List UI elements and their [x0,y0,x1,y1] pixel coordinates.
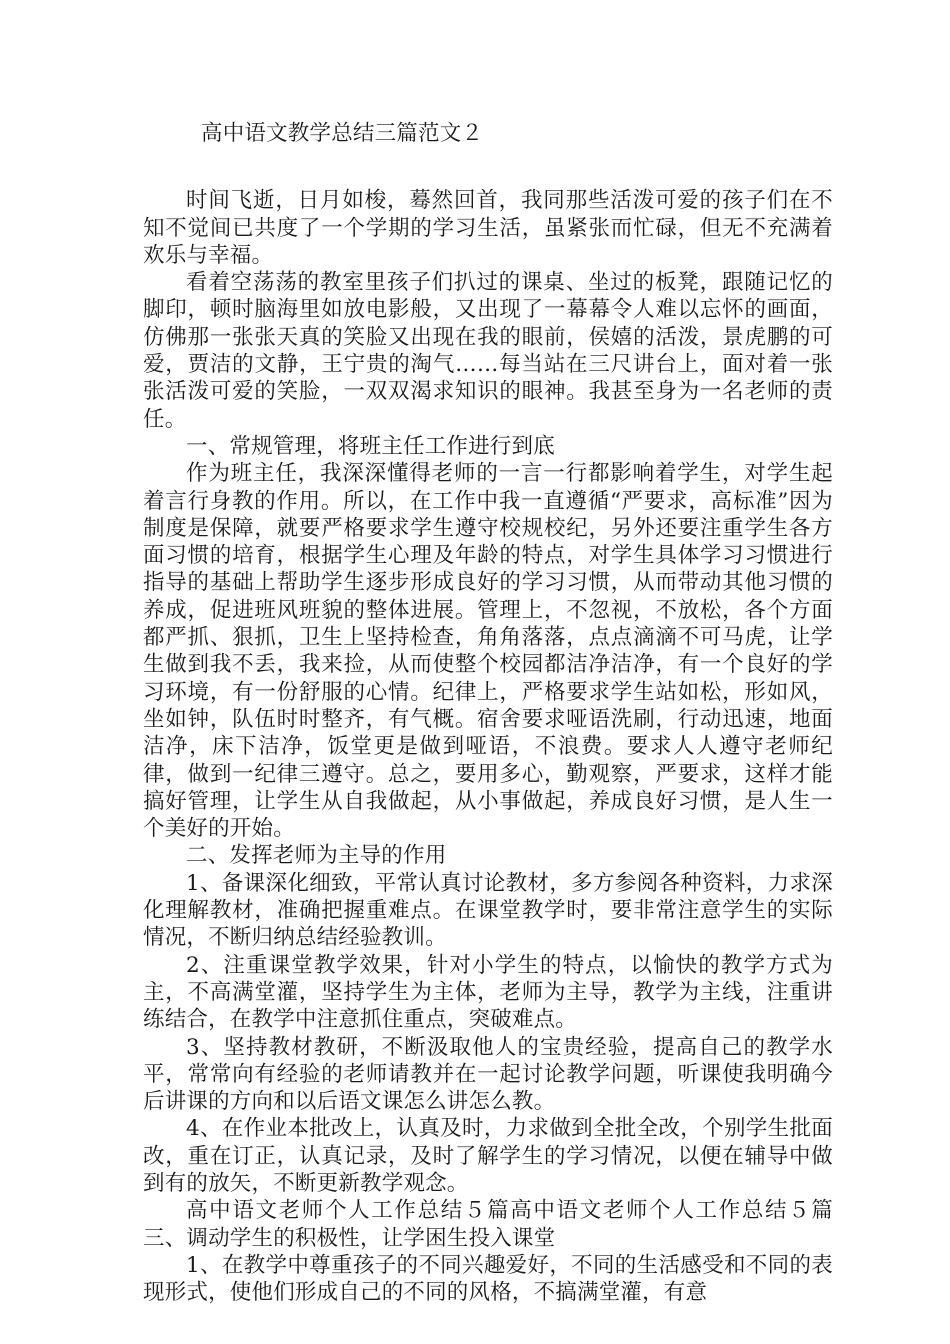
document-title: 高中语文教学总结三篇范文２ [201,121,484,146]
paragraph-item-3: 3、坚持教材教研，不断汲取他人的宝贵经验，提高自己的教学水平，常常向有经验的老师请教并在一起讨论教学问题，听课使我明确今后讲课的方向和以后语文课怎么讲怎么教。 [143,1034,833,1115]
paragraph-section-3: 高中语文老师个人工作总结５篇高中语文老师个人工作总结５篇三、调动学生的积极性，让学困生投入课堂 [143,1198,833,1251]
section-heading-1: 一、常规管理，将班主任工作进行到底 [186,433,555,459]
paragraph-section-3-item-1: 1、在教学中尊重孩子的不同兴趣爱好，不同的生活感受和不同的表现形式，使他们形成自己的不同的风格，不搞满堂灌，有意 [143,1252,833,1306]
paragraph-item-1: 1、备课深化细致，平常认真讨论教材，多方参阅各种资料，力求深化理解教材，准确把握重难点。在课堂教学时，要非常注意学生的实际情况，不断归纳总结经验教训。 [143,870,833,951]
paragraph-memories: 看着空荡荡的教室里孩子们扒过的课桌、坐过的板凳，跟随记忆的脚印，顿时脑海里如放电影般，又出现了一幕幕令人难以忘怀的画面，仿佛那一张张天真的笑脸又出现在我的眼前，侯嬉的活泼，景虎鹏的可爱，贾洁的文静，王宁贵的淘气……每当站在三尺讲台上，面对着一张张活泼可爱的笑脸，一双双渴求知识的眼神。我甚至身为一名老师的责任。 [143,270,833,432]
section-heading-2: 二、发挥老师为主导的作用 [186,843,447,869]
paragraph-intro: 时间飞逝，日月如梭，蓦然回首，我同那些活泼可爱的孩子们在不知不觉间已共度了一个学期的学习生活，虽紧张而忙碌，但无不充满着欢乐与幸福。 [143,188,833,268]
paragraph-class-management: 作为班主任，我深深懂得老师的一言一行都影响着学生，对学生起着言行身教的作用。所以，在工作中我一直遵循“严要求，高标准”因为制度是保障，就要严格要求学生遵守校规校纪，另外还要注重学生各方面习惯的培育，根据学生心理及年龄的特点，对学生具体学习习惯进行指导的基础上帮助学生逐步形成良好的学习习惯，从而带动其他习惯的养成，促进班风班貌的整体进展。管理上，不忽视，不放松，各个方面都严抓、狠抓，卫生上坚持检查，角角落落，点点滴滴不可马虎，让学生做到我不丢，我来捡，从而使整个校园都洁净洁净，有一个良好的学习环境，有一份舒服的心情。纪律上，严格要求学生站如松，形如风，坐如钟，队伍时时整齐，有气概。宿舍要求哑语洗刷，行动迅速，地面洁净，床下洁净，饭堂更是做到哑语，不浪费。要求人人遵守老师纪律，做到一纪律三遵守。总之，要用多心，勤观察，严要求，这样才能搞好管理，让学生从自我做起，从小事做起，养成良好习惯，是人生一个美好的开始。 [143,461,833,842]
document-body [143,120,833,1306]
paragraph-item-4: 4、在作业本批改上，认真及时，力求做到全批全改，个别学生批面改，重在订正，认真记录，及时了解学生的学习情况，以便在辅导中做到有的放矢，不断更新教学观念。 [143,1116,833,1196]
paragraph-item-2: 2、注重课堂教学效果，针对小学生的特点，以愉快的教学方式为主，不高满堂灌，坚持学生为主体，老师为主导，教学为主线，注重讲练结合，在教学中注意抓住重点，突破难点。 [143,952,833,1033]
